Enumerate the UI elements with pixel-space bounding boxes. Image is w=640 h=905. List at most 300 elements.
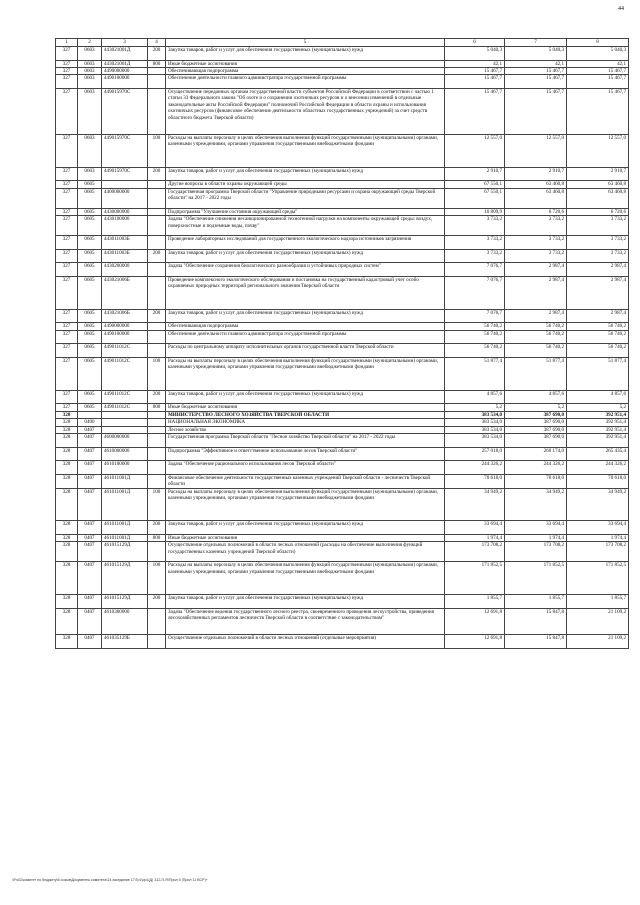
cell-expense-type <box>148 89 166 135</box>
cell-section: 0605 <box>78 249 102 263</box>
cell-expense-type <box>148 216 166 236</box>
cell-target-article: 443021006Б <box>102 309 148 323</box>
cell-target-article: 4430200000 <box>102 263 148 277</box>
cell-amount-2019: 33 694,4 <box>567 521 629 535</box>
cell-ved: 327 <box>56 181 78 188</box>
table-row <box>56 181 629 188</box>
cell-amount-2018: 42,1 <box>505 60 567 67</box>
cell-amount-2019: 3 733,2 <box>567 216 629 236</box>
table-row <box>56 330 629 344</box>
cell-ved: 328 <box>56 488 78 521</box>
cell-section: 0605 <box>78 323 102 330</box>
cell-amount-2019: 4 857,6 <box>567 390 629 404</box>
table-row <box>56 75 629 89</box>
cell-expense-type: 100 <box>148 562 166 595</box>
cell-amount-2019: 51 877,4 <box>567 357 629 390</box>
cell-name: Подпрограмма "Улучшение состояния окружающей среды" <box>166 208 445 215</box>
cell-amount-2018: 1 855,7 <box>505 595 567 609</box>
cell-name: Задача "Обеспечение ведения государственного лесного реестра, своевременного проведения лесоустройства, приведения лесохозяйственных регламентов лесничеств Тверской области в соответствие с законодательством" <box>166 608 445 634</box>
cell-section: 0605 <box>78 181 102 188</box>
table-row <box>56 357 629 390</box>
table-row <box>56 263 629 277</box>
cell-expense-type: 200 <box>148 309 166 323</box>
cell-expense-type <box>148 419 166 426</box>
cell-target-article <box>102 181 148 188</box>
cell-amount-2019: 34 949,2 <box>567 488 629 521</box>
cell-amount-2018: 244 326,2 <box>505 461 567 475</box>
cell-ved: 327 <box>56 75 78 89</box>
cell-amount-2017: 171 852,5 <box>445 562 505 595</box>
cell-ved: 327 <box>56 404 78 411</box>
cell-target-article: 4400000000 <box>102 188 148 208</box>
cell-section: 0605 <box>78 344 102 358</box>
cell-name: НАЦИОНАЛЬНАЯ ЭКОНОМИКА <box>166 419 445 426</box>
cell-expense-type: 100 <box>148 488 166 521</box>
cell-section: 0605 <box>78 208 102 215</box>
header-cell: 8 <box>567 39 629 47</box>
cell-ved: 328 <box>56 542 78 562</box>
cell-name: Иные бюджетные ассигнования <box>166 534 445 541</box>
header-cell: 5 <box>166 39 445 47</box>
cell-expense-type <box>148 276 166 309</box>
cell-amount-2017: 5 040,3 <box>445 47 505 61</box>
cell-amount-2017: 56 740,2 <box>445 330 505 344</box>
cell-name: Закупка товаров, работ и услуг для обеспечения государственных (муниципальных) нужд <box>166 390 445 404</box>
cell-amount-2018: 15 847,8 <box>505 635 567 649</box>
cell-section: 0603 <box>78 75 102 89</box>
cell-amount-2019: 12 557,0 <box>567 135 629 168</box>
cell-expense-type: 200 <box>148 521 166 535</box>
cell-amount-2018: 56 740,2 <box>505 323 567 330</box>
file-path-footer: \\Fs02\комитет по бюджету\6 созыв\Документы комитета\14 заседание 17\Гр1\рр1(Д) 312-П-Я\Прил 5 (Прил 11 ВСР)+ <box>12 878 208 882</box>
table-row <box>56 447 629 461</box>
cell-expense-type: 200 <box>148 595 166 609</box>
cell-target-article: 443021001Д <box>102 60 148 67</box>
cell-amount-2017: 12 691,8 <box>445 608 505 634</box>
cell-amount-2019: 42,1 <box>567 60 629 67</box>
cell-expense-type <box>148 635 166 649</box>
cell-section: 0605 <box>78 390 102 404</box>
cell-amount-2017: 3 733,2 <box>445 216 505 236</box>
cell-amount-2019: 5 040,3 <box>567 47 629 61</box>
cell-amount-2017: 56 740,2 <box>445 344 505 358</box>
cell-target-article: 449011012С <box>102 404 148 411</box>
cell-expense-type <box>148 433 166 447</box>
cell-name: Расходы на выплаты персоналу в целях обеспечения выполнения функций государственными (муниципальными) органами, казенными учреждениями, органами управления государственными внебюджетными фондами <box>166 135 445 168</box>
cell-amount-2019: 244 326,2 <box>567 461 629 475</box>
cell-expense-type <box>148 447 166 461</box>
cell-amount-2017: 244 326,2 <box>445 461 505 475</box>
cell-amount-2018: 6 720,6 <box>505 208 567 215</box>
cell-target-article: 461011001Д <box>102 521 148 535</box>
cell-amount-2019: 3 733,2 <box>567 236 629 250</box>
cell-target-article: 4610000000 <box>102 447 148 461</box>
cell-target-article: 4490000000 <box>102 323 148 330</box>
header-row <box>56 39 629 47</box>
cell-amount-2019: 15 467,7 <box>567 89 629 135</box>
cell-amount-2018: 260 174,0 <box>505 447 567 461</box>
cell-name: Закупка товаров, работ и услуг для обеспечения государственных (муниципальных) нужд <box>166 595 445 609</box>
header-cell: 4 <box>148 39 166 47</box>
cell-amount-2017: 12 557,0 <box>445 135 505 168</box>
cell-name: Расходы на выплаты персоналу в целях обеспечения выполнения функций государственными (муниципальными) органами, казенными учреждениями, органами управления государственными внебюджетными фондами <box>166 488 445 521</box>
cell-section: 0407 <box>78 488 102 521</box>
cell-amount-2018: 15 467,7 <box>505 89 567 135</box>
cell-expense-type: 800 <box>148 404 166 411</box>
table-row <box>56 47 629 61</box>
table-row <box>56 595 629 609</box>
cell-section: 0605 <box>78 236 102 250</box>
cell-expense-type <box>148 330 166 344</box>
cell-expense-type <box>148 75 166 89</box>
cell-amount-2017: 15 467,7 <box>445 89 505 135</box>
cell-ved: 328 <box>56 447 78 461</box>
cell-section: 0603 <box>78 60 102 67</box>
cell-expense-type: 200 <box>148 390 166 404</box>
cell-amount-2017: 7 076,7 <box>445 263 505 277</box>
cell-target-article: 449015970С <box>102 135 148 168</box>
cell-expense-type <box>148 608 166 634</box>
cell-amount-2017: 2 910,7 <box>445 167 505 181</box>
cell-name: Иные бюджетные ассигнования <box>166 60 445 67</box>
cell-amount-2018: 15 847,8 <box>505 608 567 634</box>
cell-amount-2017: 56 740,2 <box>445 323 505 330</box>
cell-expense-type: 100 <box>148 135 166 168</box>
cell-target-article: 461015129Д <box>102 542 148 562</box>
cell-ved: 328 <box>56 433 78 447</box>
cell-target-article: 461015129Д <box>102 595 148 609</box>
cell-amount-2019: 70 618,0 <box>567 474 629 488</box>
cell-amount-2017: 383 534,0 <box>445 419 505 426</box>
cell-ved: 327 <box>56 309 78 323</box>
cell-section: 0605 <box>78 404 102 411</box>
cell-amount-2017: 5,2 <box>445 404 505 411</box>
cell-amount-2017: 15 467,7 <box>445 75 505 89</box>
table-row <box>56 390 629 404</box>
cell-amount-2017: 33 694,4 <box>445 521 505 535</box>
cell-name: Государственная программа Тверской области "Управление природными ресурсами и охрана окружающей среды Тверской области" на 2017 - 2022 годы <box>166 188 445 208</box>
table-row <box>56 309 629 323</box>
cell-amount-2019: 1 855,7 <box>567 595 629 609</box>
cell-name: Другие вопросы в области охраны окружающей среды <box>166 181 445 188</box>
cell-name: Подпрограмма "Эффективное и ответственное использование лесов Тверской области" <box>166 447 445 461</box>
cell-section: 0603 <box>78 89 102 135</box>
cell-amount-2018: 3 733,2 <box>505 249 567 263</box>
cell-section: 0407 <box>78 562 102 595</box>
cell-name: Обеспечивающая подпрограмма <box>166 323 445 330</box>
cell-target-article: 449015970С <box>102 89 148 135</box>
cell-amount-2019: 63 460,8 <box>567 181 629 188</box>
cell-amount-2017: 70 618,0 <box>445 474 505 488</box>
cell-amount-2017: 173 708,2 <box>445 542 505 562</box>
cell-amount-2019: 392 951,4 <box>567 419 629 426</box>
cell-section: 0605 <box>78 276 102 309</box>
cell-expense-type: 100 <box>148 357 166 390</box>
cell-amount-2018: 3 733,2 <box>505 216 567 236</box>
cell-amount-2018: 2 987,4 <box>505 276 567 309</box>
header-cell: 6 <box>445 39 505 47</box>
header-cell: 2 <box>78 39 102 47</box>
table-row <box>56 542 629 562</box>
cell-amount-2019: 63 460,8 <box>567 188 629 208</box>
cell-ved: 327 <box>56 330 78 344</box>
cell-amount-2018: 2 910,7 <box>505 167 567 181</box>
cell-expense-type: 200 <box>148 167 166 181</box>
cell-name: Осуществление переданных органам государственной власти субъектов Российской Федерации в соответствии с частью 1 статьи 33 Федерального закона "Об охоте и о сохранении охотничьих ресурсов и о внесении изменений в отдельные законодательные акты Российской Федерации" полномочий Российской Федерации в области охраны и использования охотничьих ресурсов (финансовое обеспечение деятельности областных государственных учреждений) за счет средств областного бюджета Тверской области) <box>166 89 445 135</box>
cell-name: Лесное хозяйство <box>166 426 445 433</box>
cell-name: Задача "Обеспечение рационального использования лесов Тверской области" <box>166 461 445 475</box>
cell-section: 0407 <box>78 461 102 475</box>
cell-name: Расходы на выплаты персоналу в целях обеспечения выполнения функций государственными (муниципальными) органами, казенными учреждениями, органами управления государственными внебюджетными фондами <box>166 357 445 390</box>
cell-ved: 327 <box>56 344 78 358</box>
table-row <box>56 89 629 135</box>
cell-target-article <box>102 426 148 433</box>
table-row <box>56 635 629 649</box>
cell-target-article: 449011012С <box>102 357 148 390</box>
cell-amount-2017: 1 855,7 <box>445 595 505 609</box>
cell-section: 0605 <box>78 357 102 390</box>
cell-expense-type <box>148 236 166 250</box>
cell-amount-2018: 387 690,0 <box>505 426 567 433</box>
cell-amount-2017: 34 949,2 <box>445 488 505 521</box>
cell-amount-2017: 1 974,4 <box>445 534 505 541</box>
cell-target-article: 461011001Д <box>102 474 148 488</box>
table-row <box>56 68 629 75</box>
cell-amount-2018: 56 740,2 <box>505 344 567 358</box>
cell-expense-type <box>148 474 166 488</box>
cell-section: 0407 <box>78 534 102 541</box>
cell-ved: 328 <box>56 419 78 426</box>
cell-section: 0407 <box>78 635 102 649</box>
table-row <box>56 236 629 250</box>
cell-target-article: 449011012С <box>102 390 148 404</box>
cell-expense-type <box>148 542 166 562</box>
cell-section: 0407 <box>78 542 102 562</box>
cell-expense-type <box>148 188 166 208</box>
table-row <box>56 433 629 447</box>
table-row <box>56 411 629 418</box>
cell-section: 0407 <box>78 595 102 609</box>
cell-name: МИНИСТЕРСТВО ЛЕСНОГО ХОЗЯЙСТВА ТВЕРСКОЙ ОБЛАСТИ <box>166 411 445 418</box>
cell-target-article: 4610100000 <box>102 461 148 475</box>
cell-name: Осуществление отдельных полномочий в области лесных отношений (отдельные мероприятия) <box>166 635 445 649</box>
cell-amount-2017: 383 534,0 <box>445 433 505 447</box>
cell-section: 0605 <box>78 188 102 208</box>
cell-section <box>78 411 102 418</box>
cell-ved: 327 <box>56 135 78 168</box>
cell-amount-2018: 33 694,4 <box>505 521 567 535</box>
cell-target-article: 4490000000 <box>102 68 148 75</box>
cell-ved: 327 <box>56 188 78 208</box>
cell-amount-2019: 2 987,4 <box>567 309 629 323</box>
cell-amount-2019: 1 974,4 <box>567 534 629 541</box>
cell-ved: 327 <box>56 60 78 67</box>
cell-section: 0605 <box>78 263 102 277</box>
cell-ved: 327 <box>56 216 78 236</box>
cell-amount-2019: 15 467,7 <box>567 75 629 89</box>
cell-ved: 327 <box>56 47 78 61</box>
cell-amount-2017: 4 857,6 <box>445 390 505 404</box>
cell-target-article <box>102 411 148 418</box>
cell-amount-2019: 21 109,2 <box>567 608 629 634</box>
cell-section: 0407 <box>78 447 102 461</box>
cell-target-article: 461011001Д <box>102 534 148 541</box>
table-row <box>56 135 629 168</box>
cell-ved: 328 <box>56 411 78 418</box>
cell-amount-2018: 2 987,4 <box>505 263 567 277</box>
cell-ved: 328 <box>56 461 78 475</box>
table-row <box>56 216 629 236</box>
cell-target-article: 461011001Д <box>102 488 148 521</box>
table-row <box>56 167 629 181</box>
cell-name: Осуществление отдельных полномочий в области лесных отношений (расходы на обеспечение выполнения функций государственных казенных учреждений Тверской области) <box>166 542 445 562</box>
table-row <box>56 461 629 475</box>
cell-amount-2019: 3 733,2 <box>567 249 629 263</box>
cell-expense-type: 800 <box>148 534 166 541</box>
cell-expense-type <box>148 181 166 188</box>
table-row <box>56 404 629 411</box>
cell-target-article: 461035129Б <box>102 635 148 649</box>
cell-ved: 327 <box>56 68 78 75</box>
cell-section: 0603 <box>78 47 102 61</box>
cell-expense-type <box>148 323 166 330</box>
cell-ved: 328 <box>56 534 78 541</box>
cell-ved: 328 <box>56 426 78 433</box>
cell-section: 0407 <box>78 426 102 433</box>
cell-amount-2018: 51 877,4 <box>505 357 567 390</box>
cell-expense-type <box>148 344 166 358</box>
cell-expense-type <box>148 68 166 75</box>
cell-ved: 328 <box>56 474 78 488</box>
header-cell: 3 <box>102 39 148 47</box>
cell-name: Обеспечение деятельности главного администратора государственной программы <box>166 330 445 344</box>
cell-name: Иные бюджетные ассигнования <box>166 404 445 411</box>
cell-name: Расходы по центральному аппарату исполнительных органов государственной власти Тверской области <box>166 344 445 358</box>
table-row <box>56 208 629 215</box>
cell-section: 0400 <box>78 419 102 426</box>
cell-amount-2018: 70 618,0 <box>505 474 567 488</box>
cell-amount-2019: 6 720,6 <box>567 208 629 215</box>
cell-amount-2017: 3 733,2 <box>445 236 505 250</box>
cell-amount-2018: 56 740,2 <box>505 330 567 344</box>
cell-ved: 327 <box>56 357 78 390</box>
budget-table <box>55 38 629 649</box>
cell-amount-2018: 15 467,7 <box>505 75 567 89</box>
cell-target-article: 449011012С <box>102 344 148 358</box>
cell-ved: 327 <box>56 276 78 309</box>
cell-section: 0603 <box>78 167 102 181</box>
table-row <box>56 474 629 488</box>
table-row <box>56 562 629 595</box>
cell-name: Закупка товаров, работ и услуг для обеспечения государственных (муниципальных) нужд <box>166 47 445 61</box>
cell-target-article: 461015129Д <box>102 562 148 595</box>
cell-amount-2019: 15 467,7 <box>567 68 629 75</box>
cell-ved: 328 <box>56 608 78 634</box>
cell-amount-2019: 265 435,4 <box>567 447 629 461</box>
cell-target-article: 4600000000 <box>102 433 148 447</box>
cell-expense-type <box>148 411 166 418</box>
page-number: 44 <box>618 6 624 12</box>
cell-name: Закупка товаров, работ и услуг для обеспечения государственных (муниципальных) нужд <box>166 521 445 535</box>
cell-expense-type: 800 <box>148 60 166 67</box>
cell-amount-2018: 387 690,0 <box>505 433 567 447</box>
cell-expense-type: 200 <box>148 249 166 263</box>
cell-name: Задача "Обеспечение сохранения биологического разнообразия и устойчивых природных систем" <box>166 263 445 277</box>
cell-amount-2019: 56 740,2 <box>567 323 629 330</box>
cell-amount-2019: 5,2 <box>567 404 629 411</box>
cell-section: 0605 <box>78 216 102 236</box>
table-row <box>56 534 629 541</box>
cell-amount-2018: 15 467,7 <box>505 68 567 75</box>
cell-amount-2019: 2 987,4 <box>567 276 629 309</box>
cell-ved: 328 <box>56 635 78 649</box>
cell-target-article: 4430100000 <box>102 216 148 236</box>
cell-expense-type <box>148 461 166 475</box>
cell-amount-2018: 387 690,0 <box>505 419 567 426</box>
cell-name: Обеспечивающая подпрограмма <box>166 68 445 75</box>
cell-ved: 327 <box>56 89 78 135</box>
table-row <box>56 488 629 521</box>
cell-amount-2019: 392 951,4 <box>567 411 629 418</box>
cell-amount-2018: 5 040,3 <box>505 47 567 61</box>
cell-name: Закупка товаров, работ и услуг для обеспечения государственных (муниципальных) нужд <box>166 167 445 181</box>
cell-amount-2018: 3 733,2 <box>505 236 567 250</box>
cell-amount-2018: 1 974,4 <box>505 534 567 541</box>
cell-name: Проведение комплексного экологического обследования и постановка на государственный кадастровый учет особо охраняемых природных территорий регионального значения Тверской области <box>166 276 445 309</box>
cell-section: 0407 <box>78 433 102 447</box>
table-row <box>56 188 629 208</box>
cell-ved: 327 <box>56 249 78 263</box>
cell-ved: 328 <box>56 562 78 595</box>
cell-name: Закупка товаров, работ и услуг для обеспечения государственных (муниципальных) нужд <box>166 309 445 323</box>
cell-section: 0407 <box>78 474 102 488</box>
cell-amount-2019: 171 852,5 <box>567 562 629 595</box>
cell-ved: 327 <box>56 390 78 404</box>
cell-target-article: 443011003Б <box>102 236 148 250</box>
cell-amount-2019: 392 951,4 <box>567 433 629 447</box>
cell-amount-2019: 56 740,2 <box>567 330 629 344</box>
cell-name: Проведение лабораторных исследований для государственного экологического надзора источников загрязнения <box>166 236 445 250</box>
cell-amount-2017: 67 550,1 <box>445 181 505 188</box>
cell-target-article: 443021006Б <box>102 276 148 309</box>
cell-amount-2017: 15 467,7 <box>445 68 505 75</box>
cell-amount-2017: 257 018,0 <box>445 447 505 461</box>
cell-section: 0603 <box>78 68 102 75</box>
cell-amount-2017: 3 733,2 <box>445 249 505 263</box>
cell-amount-2017: 7 076,7 <box>445 276 505 309</box>
table-row <box>56 419 629 426</box>
table-row <box>56 426 629 433</box>
cell-amount-2018: 63 460,8 <box>505 188 567 208</box>
cell-ved: 327 <box>56 323 78 330</box>
table-body <box>56 39 629 649</box>
cell-name: Расходы на выплаты персоналу в целях обеспечения выполнения функций государственными (муниципальными) органами, казенными учреждениями, органами управления государственными внебюджетными фондами <box>166 562 445 595</box>
cell-ved: 328 <box>56 595 78 609</box>
cell-target-article: 4610300000 <box>102 608 148 634</box>
cell-amount-2019: 2 910,7 <box>567 167 629 181</box>
cell-amount-2018: 173 708,2 <box>505 542 567 562</box>
cell-amount-2017: 383 534,0 <box>445 426 505 433</box>
cell-ved: 327 <box>56 208 78 215</box>
table-row <box>56 608 629 634</box>
cell-name: Задача "Обеспечение снижения несанкционированной техногенной нагрузки на компоненты окружающей среды: воздух, поверхностные и подземные воды, почву" <box>166 216 445 236</box>
cell-expense-type <box>148 426 166 433</box>
table-row <box>56 60 629 67</box>
cell-ved: 327 <box>56 263 78 277</box>
cell-amount-2017: 67 550,1 <box>445 188 505 208</box>
cell-ved: 328 <box>56 521 78 535</box>
table-row <box>56 344 629 358</box>
